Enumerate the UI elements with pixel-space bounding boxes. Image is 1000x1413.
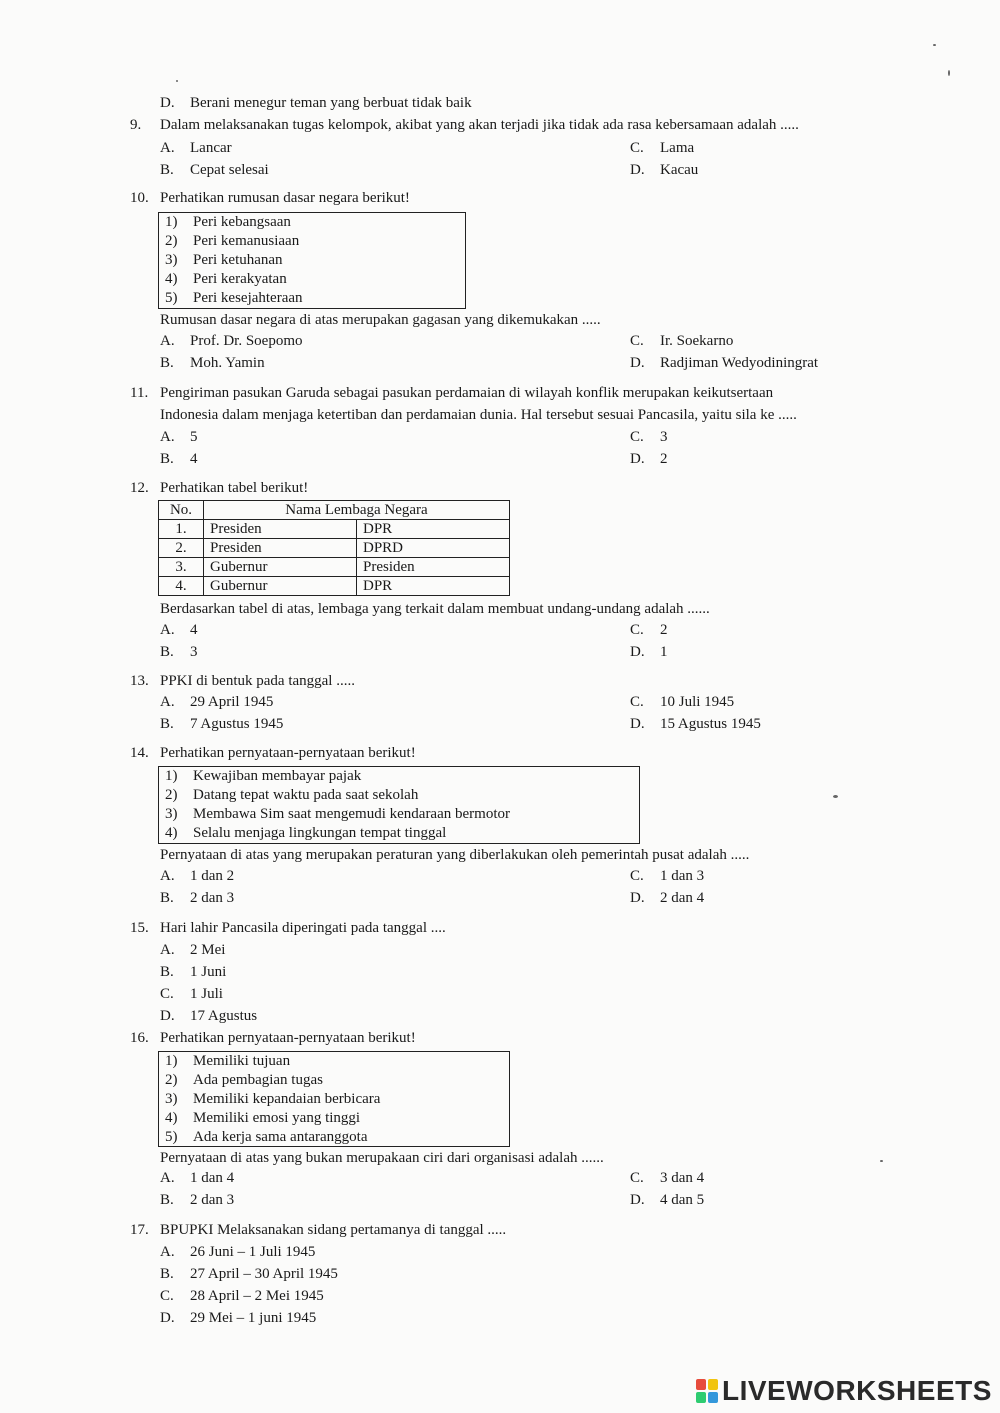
option-label: B. bbox=[160, 1266, 174, 1282]
q12-option-d[interactable] bbox=[630, 644, 668, 661]
q15-option-c[interactable] bbox=[160, 986, 223, 1003]
option-label: C. bbox=[630, 868, 644, 884]
statement-box-10 bbox=[158, 212, 466, 309]
logo-square-icon bbox=[696, 1379, 706, 1390]
scan-speck bbox=[880, 1160, 883, 1162]
box-item: 5) Peri kesejahteraan bbox=[165, 290, 303, 306]
box-item: 1) Peri kebangsaan bbox=[165, 214, 291, 230]
box-item: 4) Selalu menjaga lingkungan tempat tinggal bbox=[165, 825, 447, 841]
q10-option-b[interactable] bbox=[160, 355, 265, 372]
question-number-12: 12. bbox=[130, 480, 149, 496]
option-label: B. bbox=[160, 162, 174, 178]
box-item: 1) Kewajiban membayar pajak bbox=[165, 768, 362, 784]
question-text-11: Pengiriman pasukan Garuda sebagai pasukan perdamaian di wilayah konflik merupakan keikutsertaan bbox=[160, 385, 774, 401]
logo-square-icon bbox=[708, 1392, 718, 1403]
box-item: 3) Memiliki kepandaian berbicara bbox=[165, 1091, 381, 1107]
option-label: C. bbox=[630, 1170, 644, 1186]
table-row bbox=[159, 539, 510, 558]
option-text: Moh. Yamin bbox=[190, 355, 265, 371]
box-item: 4) Peri kerakyatan bbox=[165, 271, 287, 287]
option-text: 2 dan 3 bbox=[190, 1192, 235, 1208]
question-number-9: 9. bbox=[130, 117, 142, 133]
option-label: A. bbox=[160, 694, 175, 710]
q16-option-a[interactable] bbox=[160, 1170, 234, 1187]
option-text: 29 Mei – 1 juni 1945 bbox=[190, 1310, 317, 1326]
q9-option-a[interactable] bbox=[160, 140, 232, 157]
box-item: 3) Membawa Sim saat mengemudi kendaraan bermotor bbox=[165, 806, 510, 822]
box-item: 2) Datang tepat waktu pada saat sekolah bbox=[165, 787, 419, 803]
question-text-10: Perhatikan rumusan dasar negara berikut! bbox=[160, 190, 410, 206]
option-text: Cepat selesai bbox=[190, 162, 269, 178]
q9-option-b[interactable] bbox=[160, 162, 269, 179]
option-label: D. bbox=[630, 355, 645, 371]
q10-option-c[interactable] bbox=[630, 333, 733, 350]
option-text: 1 dan 3 bbox=[660, 868, 705, 884]
option-label: B. bbox=[160, 644, 174, 660]
q15-option-a[interactable] bbox=[160, 942, 225, 959]
box-item: 2) Ada pembagian tugas bbox=[165, 1072, 323, 1088]
table-row bbox=[159, 577, 510, 596]
option-label: B. bbox=[160, 355, 174, 371]
option-text: 26 Juni – 1 Juli 1945 bbox=[190, 1244, 316, 1260]
option-label: C. bbox=[630, 140, 644, 156]
q10-option-a[interactable] bbox=[160, 333, 303, 350]
q11-option-c[interactable] bbox=[630, 429, 668, 446]
option-label: D. bbox=[160, 1310, 175, 1326]
q15-option-b[interactable] bbox=[160, 964, 226, 981]
option-text: 1 dan 2 bbox=[190, 868, 235, 884]
question-number-17: 17. bbox=[130, 1222, 149, 1238]
option-text: 4 bbox=[190, 451, 198, 467]
option-label: A. bbox=[160, 622, 175, 638]
option-label: B. bbox=[160, 716, 174, 732]
option-text: 1 dan 4 bbox=[190, 1170, 235, 1186]
option-label: D. bbox=[630, 890, 645, 906]
table-cell: DPR bbox=[357, 577, 510, 596]
box-item: 5) Ada kerja sama antaranggota bbox=[165, 1129, 368, 1145]
table-header-name: Nama Lembaga Negara bbox=[204, 501, 510, 520]
table-cell: 3. bbox=[159, 558, 204, 577]
option-label: C. bbox=[630, 333, 644, 349]
q11-option-a[interactable] bbox=[160, 429, 198, 446]
option-text: Berani menegur teman yang berbuat tidak baik bbox=[190, 95, 472, 111]
option-text: 2 bbox=[660, 451, 668, 467]
question-number-11: 11. bbox=[130, 385, 149, 401]
q17-option-a[interactable] bbox=[160, 1244, 315, 1261]
table-cell: 2. bbox=[159, 539, 204, 558]
question-number-14: 14. bbox=[130, 745, 149, 761]
option-text: 3 bbox=[660, 429, 668, 445]
option-text: 17 Agustus bbox=[190, 1008, 258, 1024]
option-label: A. bbox=[160, 942, 175, 958]
option-text: 4 bbox=[190, 622, 198, 638]
q16-option-c[interactable] bbox=[630, 1170, 704, 1187]
statement-box-14 bbox=[158, 766, 640, 844]
q13-option-c[interactable] bbox=[630, 694, 734, 711]
q9-option-c[interactable] bbox=[630, 140, 694, 157]
question-text-9: Dalam melaksanakan tugas kelompok, akibat yang akan terjadi jika tidak ada rasa kebersamaan adalah ..... bbox=[160, 117, 799, 133]
option-text: 2 dan 3 bbox=[190, 890, 235, 906]
scan-speck bbox=[933, 44, 936, 46]
q12-option-a[interactable] bbox=[160, 622, 198, 639]
question-text-11-line2: Indonesia dalam menjaga ketertiban dan perdamaian dunia. Hal tersebut sesuai Pancasila, yaitu sila ke ..... bbox=[160, 407, 797, 423]
option-label: C. bbox=[630, 622, 644, 638]
table-cell: DPR bbox=[357, 520, 510, 539]
box-item: 2) Peri kemanusiaan bbox=[165, 233, 300, 249]
option-text: 3 dan 4 bbox=[660, 1170, 705, 1186]
question-subtext-16: Pernyataan di atas yang bukan merupakaan ciri dari organisasi adalah ...... bbox=[160, 1150, 604, 1166]
logo-square-icon bbox=[696, 1392, 706, 1403]
logo-text: LIVEWORKSHEETS bbox=[722, 1375, 992, 1406]
option-text: 1 Juni bbox=[190, 964, 227, 980]
q12-option-c[interactable] bbox=[630, 622, 668, 639]
option-label: D. bbox=[160, 1008, 175, 1024]
table-cell: Gubernur bbox=[204, 577, 357, 596]
option-label: A. bbox=[160, 429, 175, 445]
option-label: C. bbox=[630, 694, 644, 710]
option-label: A. bbox=[160, 1244, 175, 1260]
question-text-17: BPUPKI Melaksanakan sidang pertamanya di tanggal ..... bbox=[160, 1222, 507, 1238]
table-header-no: No. bbox=[159, 501, 204, 520]
q14-option-a[interactable] bbox=[160, 868, 234, 885]
q15-option-d[interactable] bbox=[160, 1008, 257, 1025]
table-cell: Gubernur bbox=[204, 558, 357, 577]
question-text-13: PPKI di bentuk pada tanggal ..... bbox=[160, 673, 355, 689]
question-text-14: Perhatikan pernyataan-pernyataan berikut! bbox=[160, 745, 416, 761]
option-text: Radjiman Wedyodiningrat bbox=[660, 355, 819, 371]
q13-option-b[interactable] bbox=[160, 716, 283, 733]
question-number-10: 10. bbox=[130, 190, 149, 206]
option-label: B. bbox=[160, 1192, 174, 1208]
option-label: D. bbox=[630, 644, 645, 660]
option-text: 1 bbox=[660, 644, 668, 660]
q16-option-d[interactable] bbox=[630, 1192, 704, 1209]
q17-option-d[interactable] bbox=[160, 1310, 316, 1327]
question-text-15: Hari lahir Pancasila diperingati pada tanggal .... bbox=[160, 920, 446, 936]
box-item: 4) Memiliki emosi yang tinggi bbox=[165, 1110, 361, 1126]
table-header-row bbox=[159, 501, 510, 520]
option-label: A. bbox=[160, 868, 175, 884]
q17-option-c[interactable] bbox=[160, 1288, 324, 1305]
question-number-15: 15. bbox=[130, 920, 149, 936]
option-text: 27 April – 30 April 1945 bbox=[190, 1266, 338, 1282]
option-text: Prof. Dr. Soepomo bbox=[190, 333, 303, 349]
table-row bbox=[159, 520, 510, 539]
option-label: D. bbox=[630, 162, 645, 178]
table-cell: 1. bbox=[159, 520, 204, 539]
option-text: 10 Juli 1945 bbox=[660, 694, 735, 710]
scan-speck bbox=[833, 795, 838, 798]
question-subtext-10: Rumusan dasar negara di atas merupakan gagasan yang dikemukakan ..... bbox=[160, 312, 601, 328]
option-text: 15 Agustus 1945 bbox=[660, 716, 761, 732]
option-label: A. bbox=[160, 333, 175, 349]
q8-option-d bbox=[160, 95, 472, 112]
box-item: 3) Peri ketuhanan bbox=[165, 252, 283, 268]
option-text: Kacau bbox=[660, 162, 699, 178]
table-cell: Presiden bbox=[204, 539, 357, 558]
option-label: C. bbox=[630, 429, 644, 445]
question-subtext-14: Pernyataan di atas yang merupakan peraturan yang diberlakukan oleh pemerintah pusat adalah ..... bbox=[160, 847, 750, 863]
option-label: C. bbox=[160, 986, 174, 1002]
option-text: Lama bbox=[660, 140, 695, 156]
option-label: D. bbox=[160, 95, 175, 111]
q14-option-b[interactable] bbox=[160, 890, 234, 907]
statement-box-16 bbox=[158, 1051, 510, 1147]
question-number-16: 16. bbox=[130, 1030, 149, 1046]
institution-table bbox=[158, 500, 510, 596]
q13-option-a[interactable] bbox=[160, 694, 273, 711]
table-row bbox=[159, 558, 510, 577]
option-label: D. bbox=[630, 716, 645, 732]
liveworksheets-logo[interactable] bbox=[696, 1376, 992, 1406]
option-label: A. bbox=[160, 1170, 175, 1186]
option-label: B. bbox=[160, 451, 174, 467]
q14-option-c[interactable] bbox=[630, 868, 704, 885]
option-label: A. bbox=[160, 140, 175, 156]
liveworksheets-icon bbox=[696, 1379, 718, 1403]
option-text: 1 Juli bbox=[190, 986, 223, 1002]
q9-option-d[interactable] bbox=[630, 162, 698, 179]
option-label: C. bbox=[160, 1288, 174, 1304]
option-label: B. bbox=[160, 890, 174, 906]
option-text: 3 bbox=[190, 644, 198, 660]
question-text-16: Perhatikan pernyataan-pernyataan berikut! bbox=[160, 1030, 416, 1046]
q16-option-b[interactable] bbox=[160, 1192, 234, 1209]
q11-option-d[interactable] bbox=[630, 451, 668, 468]
option-text: 28 April – 2 Mei 1945 bbox=[190, 1288, 324, 1304]
table-cell: Presiden bbox=[357, 558, 510, 577]
q13-option-d[interactable] bbox=[630, 716, 761, 733]
table-cell: DPRD bbox=[357, 539, 510, 558]
box-item: 1) Memiliki tujuan bbox=[165, 1053, 291, 1069]
q10-option-d[interactable] bbox=[630, 355, 818, 372]
option-label: D. bbox=[630, 1192, 645, 1208]
q14-option-d[interactable] bbox=[630, 890, 704, 907]
question-text-12: Perhatikan tabel berikut! bbox=[160, 480, 309, 496]
option-text: Ir. Soekarno bbox=[660, 333, 734, 349]
table-cell: Presiden bbox=[204, 520, 357, 539]
q12-option-b[interactable] bbox=[160, 644, 198, 661]
option-text: 2 dan 4 bbox=[660, 890, 705, 906]
scan-speck bbox=[176, 80, 178, 82]
scan-speck bbox=[948, 70, 950, 76]
option-text: 2 bbox=[660, 622, 668, 638]
option-label: B. bbox=[160, 964, 174, 980]
logo-square-icon bbox=[708, 1379, 718, 1390]
question-subtext-12: Berdasarkan tabel di atas, lembaga yang terkait dalam membuat undang-undang adalah ...... bbox=[160, 601, 710, 617]
option-label: D. bbox=[630, 451, 645, 467]
option-text: 7 Agustus 1945 bbox=[190, 716, 284, 732]
option-text: Lancar bbox=[190, 140, 232, 156]
option-text: 2 Mei bbox=[190, 942, 226, 958]
option-text: 4 dan 5 bbox=[660, 1192, 705, 1208]
q11-option-b[interactable] bbox=[160, 451, 198, 468]
question-number-13: 13. bbox=[130, 673, 149, 689]
q17-option-b[interactable] bbox=[160, 1266, 338, 1283]
option-text: 5 bbox=[190, 429, 198, 445]
option-text: 29 April 1945 bbox=[190, 694, 274, 710]
table-cell: 4. bbox=[159, 577, 204, 596]
